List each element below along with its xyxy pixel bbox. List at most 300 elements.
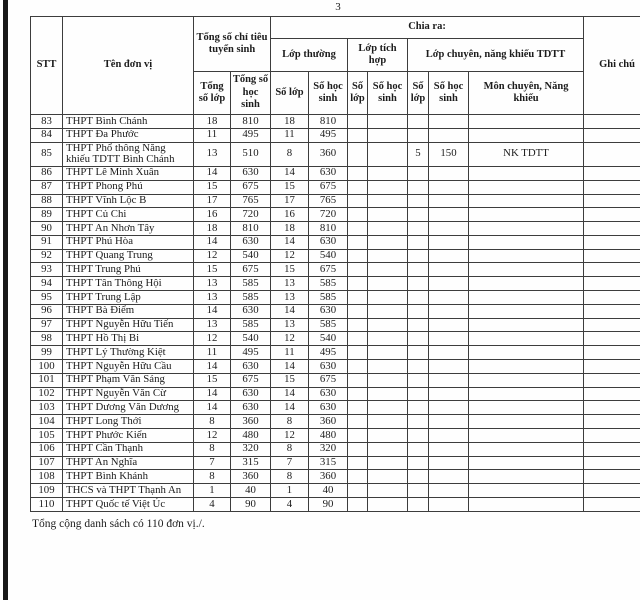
scan-edge-artifact	[3, 0, 8, 600]
cell-thuong-so-lop: 8	[271, 142, 309, 166]
cell-chuyen-so-lop	[408, 249, 429, 263]
cell-ghi-chu	[584, 498, 640, 512]
cell-tong-so-hoc-sinh: 540	[231, 249, 271, 263]
table-row	[31, 166, 640, 180]
cell-thuong-so-lop: 13	[271, 291, 309, 305]
cell-tichhop-so-hoc-sinh	[368, 277, 408, 291]
cell-tong-so-hoc-sinh: 630	[231, 235, 271, 249]
cell-tong-so-lop: 1	[194, 484, 231, 498]
cell-thuong-so-hoc-sinh: 630	[309, 235, 348, 249]
cell-tichhop-so-lop	[348, 470, 368, 484]
cell-chuyen-so-hoc-sinh	[429, 360, 469, 374]
cell-ghi-chu	[584, 429, 640, 443]
cell-tong-so-lop: 12	[194, 332, 231, 346]
cell-thuong-so-lop: 15	[271, 180, 309, 194]
cell-ghi-chu	[584, 222, 640, 236]
cell-stt: 95	[31, 291, 63, 305]
cell-ghi-chu	[584, 304, 640, 318]
col-header-chia-ra: Chia ra:	[271, 17, 584, 39]
cell-tichhop-so-hoc-sinh	[368, 263, 408, 277]
cell-chuyen-so-lop	[408, 128, 429, 142]
cell-thuong-so-hoc-sinh: 630	[309, 401, 348, 415]
group-header-lop-chuyen: Lớp chuyên, năng khiếu TDTT	[408, 39, 584, 72]
cell-mon-chuyen	[469, 332, 584, 346]
cell-thuong-so-lop: 14	[271, 235, 309, 249]
cell-chuyen-so-hoc-sinh	[429, 180, 469, 194]
cell-mon-chuyen	[469, 235, 584, 249]
cell-thuong-so-hoc-sinh: 630	[309, 304, 348, 318]
cell-tong-so-lop: 17	[194, 194, 231, 208]
cell-tichhop-so-lop	[348, 142, 368, 166]
table-row	[31, 360, 640, 374]
cell-mon-chuyen	[469, 222, 584, 236]
cell-tong-so-lop: 14	[194, 387, 231, 401]
cell-tong-so-lop: 15	[194, 263, 231, 277]
cell-tichhop-so-lop	[348, 277, 368, 291]
cell-tong-so-lop: 18	[194, 222, 231, 236]
col-header-chuyen-so-lop: Số lớp	[408, 72, 429, 115]
cell-tichhop-so-hoc-sinh	[368, 498, 408, 512]
cell-ten-don-vi: THPT Nguyễn Hữu Cầu	[63, 360, 194, 374]
cell-mon-chuyen	[469, 166, 584, 180]
cell-ghi-chu	[584, 373, 640, 387]
col-header-ten-don-vi: Tên đơn vị	[63, 17, 194, 115]
cell-tichhop-so-lop	[348, 304, 368, 318]
cell-ten-don-vi: THPT Quốc tế Việt Úc	[63, 498, 194, 512]
cell-chuyen-so-hoc-sinh	[429, 263, 469, 277]
cell-tichhop-so-hoc-sinh	[368, 332, 408, 346]
cell-ten-don-vi: THPT An Nhơn Tây	[63, 222, 194, 236]
cell-chuyen-so-lop	[408, 235, 429, 249]
cell-tichhop-so-lop	[348, 263, 368, 277]
cell-thuong-so-lop: 17	[271, 194, 309, 208]
cell-thuong-so-hoc-sinh: 495	[309, 128, 348, 142]
col-header-tong-so-hoc-sinh: Tổng số học sinh	[231, 72, 271, 115]
cell-ten-don-vi: THPT Phước Kiển	[63, 429, 194, 443]
cell-chuyen-so-hoc-sinh	[429, 249, 469, 263]
table-row	[31, 318, 640, 332]
col-header-chuyen-so-hoc-sinh: Số học sinh	[429, 72, 469, 115]
table-row	[31, 291, 640, 305]
cell-thuong-so-lop: 18	[271, 115, 309, 129]
cell-chuyen-so-hoc-sinh	[429, 304, 469, 318]
cell-ten-don-vi: THPT Vĩnh Lộc B	[63, 194, 194, 208]
cell-mon-chuyen	[469, 115, 584, 129]
col-header-tong-so-lop: Tổng số lớp	[194, 72, 231, 115]
table-row	[31, 429, 640, 443]
table-header	[31, 17, 640, 115]
cell-stt: 96	[31, 304, 63, 318]
cell-tichhop-so-hoc-sinh	[368, 142, 408, 166]
cell-thuong-so-hoc-sinh: 40	[309, 484, 348, 498]
cell-thuong-so-lop: 4	[271, 498, 309, 512]
cell-stt: 84	[31, 128, 63, 142]
total-summary: Tổng cộng danh sách có 110 đơn vị./.	[32, 518, 205, 530]
cell-stt: 105	[31, 429, 63, 443]
cell-chuyen-so-lop	[408, 360, 429, 374]
cell-chuyen-so-lop	[408, 166, 429, 180]
cell-stt: 100	[31, 360, 63, 374]
cell-tong-so-lop: 7	[194, 456, 231, 470]
cell-tong-so-hoc-sinh: 360	[231, 415, 271, 429]
cell-thuong-so-hoc-sinh: 480	[309, 429, 348, 443]
cell-mon-chuyen	[469, 484, 584, 498]
cell-thuong-so-hoc-sinh: 360	[309, 415, 348, 429]
cell-thuong-so-hoc-sinh: 630	[309, 166, 348, 180]
cell-thuong-so-hoc-sinh: 90	[309, 498, 348, 512]
cell-chuyen-so-lop	[408, 115, 429, 129]
table-row	[31, 180, 640, 194]
cell-tichhop-so-hoc-sinh	[368, 387, 408, 401]
cell-ten-don-vi: THPT Phạm Văn Sáng	[63, 373, 194, 387]
cell-tichhop-so-lop	[348, 128, 368, 142]
cell-tichhop-so-lop	[348, 401, 368, 415]
cell-tong-so-lop: 18	[194, 115, 231, 129]
cell-mon-chuyen	[469, 401, 584, 415]
cell-thuong-so-lop: 14	[271, 401, 309, 415]
cell-stt: 89	[31, 208, 63, 222]
cell-chuyen-so-lop	[408, 401, 429, 415]
cell-chuyen-so-hoc-sinh	[429, 235, 469, 249]
cell-ghi-chu	[584, 484, 640, 498]
cell-ten-don-vi: THPT Phổ thông Năng khiếu TDTT Bình Chánh	[63, 142, 194, 166]
cell-tong-so-hoc-sinh: 495	[231, 346, 271, 360]
cell-ten-don-vi: THPT Tân Thông Hội	[63, 277, 194, 291]
cell-thuong-so-hoc-sinh: 585	[309, 277, 348, 291]
cell-tong-so-lop: 8	[194, 442, 231, 456]
cell-thuong-so-hoc-sinh: 675	[309, 263, 348, 277]
cell-thuong-so-lop: 13	[271, 277, 309, 291]
cell-thuong-so-lop: 15	[271, 373, 309, 387]
table-row	[31, 332, 640, 346]
cell-thuong-so-hoc-sinh: 540	[309, 249, 348, 263]
cell-tong-so-hoc-sinh: 495	[231, 128, 271, 142]
col-header-ghi-chu: Ghi chú	[584, 17, 640, 115]
cell-ten-don-vi: THPT An Nghĩa	[63, 456, 194, 470]
cell-ghi-chu	[584, 442, 640, 456]
cell-tong-so-hoc-sinh: 675	[231, 373, 271, 387]
cell-thuong-so-lop: 13	[271, 318, 309, 332]
cell-tichhop-so-lop	[348, 484, 368, 498]
cell-tong-so-hoc-sinh: 315	[231, 456, 271, 470]
cell-thuong-so-lop: 14	[271, 304, 309, 318]
cell-thuong-so-hoc-sinh: 630	[309, 387, 348, 401]
cell-ghi-chu	[584, 180, 640, 194]
cell-chuyen-so-lop	[408, 484, 429, 498]
cell-ten-don-vi: THPT Đa Phước	[63, 128, 194, 142]
cell-stt: 108	[31, 470, 63, 484]
cell-ten-don-vi: THPT Long Thới	[63, 415, 194, 429]
cell-chuyen-so-hoc-sinh	[429, 442, 469, 456]
cell-ghi-chu	[584, 194, 640, 208]
table-row	[31, 415, 640, 429]
cell-ghi-chu	[584, 208, 640, 222]
cell-tichhop-so-lop	[348, 291, 368, 305]
cell-ghi-chu	[584, 456, 640, 470]
cell-tong-so-lop: 14	[194, 401, 231, 415]
cell-chuyen-so-lop	[408, 346, 429, 360]
cell-thuong-so-hoc-sinh: 315	[309, 456, 348, 470]
cell-tichhop-so-hoc-sinh	[368, 208, 408, 222]
cell-thuong-so-lop: 11	[271, 128, 309, 142]
cell-tong-so-lop: 14	[194, 304, 231, 318]
cell-chuyen-so-lop	[408, 277, 429, 291]
cell-thuong-so-lop: 14	[271, 387, 309, 401]
cell-chuyen-so-lop	[408, 194, 429, 208]
cell-thuong-so-lop: 12	[271, 249, 309, 263]
cell-mon-chuyen	[469, 360, 584, 374]
cell-chuyen-so-lop	[408, 318, 429, 332]
cell-ten-don-vi: THPT Nguyễn Văn Cừ	[63, 387, 194, 401]
cell-chuyen-so-lop	[408, 456, 429, 470]
cell-mon-chuyen: NK TDTT	[469, 142, 584, 166]
cell-tichhop-so-hoc-sinh	[368, 222, 408, 236]
cell-tong-so-hoc-sinh: 360	[231, 470, 271, 484]
cell-tichhop-so-lop	[348, 194, 368, 208]
cell-mon-chuyen	[469, 291, 584, 305]
cell-chuyen-so-hoc-sinh	[429, 346, 469, 360]
cell-chuyen-so-lop	[408, 180, 429, 194]
cell-tong-so-lop: 14	[194, 360, 231, 374]
cell-chuyen-so-lop	[408, 470, 429, 484]
cell-tichhop-so-lop	[348, 222, 368, 236]
cell-tong-so-hoc-sinh: 630	[231, 387, 271, 401]
group-header-lop-thuong: Lớp thường	[271, 39, 348, 72]
cell-thuong-so-hoc-sinh: 675	[309, 373, 348, 387]
cell-ghi-chu	[584, 115, 640, 129]
cell-ghi-chu	[584, 249, 640, 263]
cell-ghi-chu	[584, 263, 640, 277]
cell-tichhop-so-hoc-sinh	[368, 304, 408, 318]
cell-ten-don-vi: THPT Lý Thường Kiệt	[63, 346, 194, 360]
cell-chuyen-so-hoc-sinh	[429, 429, 469, 443]
cell-ten-don-vi: THPT Cần Thạnh	[63, 442, 194, 456]
table-row	[31, 401, 640, 415]
cell-tong-so-hoc-sinh: 585	[231, 277, 271, 291]
cell-ten-don-vi: THPT Trung Phú	[63, 263, 194, 277]
table-row	[31, 470, 640, 484]
cell-tichhop-so-lop	[348, 180, 368, 194]
cell-chuyen-so-hoc-sinh	[429, 277, 469, 291]
table-row	[31, 222, 640, 236]
cell-ghi-chu	[584, 235, 640, 249]
table-row	[31, 484, 640, 498]
table-row	[31, 249, 640, 263]
cell-chuyen-so-hoc-sinh	[429, 128, 469, 142]
cell-thuong-so-lop: 15	[271, 263, 309, 277]
cell-thuong-so-lop: 14	[271, 360, 309, 374]
cell-chuyen-so-hoc-sinh	[429, 291, 469, 305]
cell-chuyen-so-lop	[408, 442, 429, 456]
group-header-lop-tich-hop: Lớp tích hợp	[348, 39, 408, 72]
cell-thuong-so-hoc-sinh: 360	[309, 470, 348, 484]
cell-chuyen-so-hoc-sinh	[429, 222, 469, 236]
cell-thuong-so-hoc-sinh: 810	[309, 115, 348, 129]
table-row	[31, 208, 640, 222]
table-row	[31, 142, 640, 166]
col-header-mon-chuyen: Môn chuyên, Năng khiếu	[469, 72, 584, 115]
cell-ghi-chu	[584, 387, 640, 401]
cell-thuong-so-lop: 12	[271, 332, 309, 346]
cell-thuong-so-lop: 14	[271, 166, 309, 180]
cell-mon-chuyen	[469, 346, 584, 360]
cell-ten-don-vi: THPT Hồ Thị Bi	[63, 332, 194, 346]
cell-thuong-so-hoc-sinh: 720	[309, 208, 348, 222]
cell-tong-so-hoc-sinh: 630	[231, 166, 271, 180]
cell-ghi-chu	[584, 291, 640, 305]
cell-tong-so-hoc-sinh: 510	[231, 142, 271, 166]
cell-tichhop-so-lop	[348, 387, 368, 401]
cell-thuong-so-hoc-sinh: 540	[309, 332, 348, 346]
cell-chuyen-so-lop	[408, 332, 429, 346]
cell-tichhop-so-lop	[348, 166, 368, 180]
cell-chuyen-so-lop	[408, 291, 429, 305]
cell-mon-chuyen	[469, 318, 584, 332]
cell-mon-chuyen	[469, 263, 584, 277]
cell-stt: 98	[31, 332, 63, 346]
cell-thuong-so-hoc-sinh: 495	[309, 346, 348, 360]
table-row	[31, 194, 640, 208]
cell-tong-so-hoc-sinh: 675	[231, 180, 271, 194]
cell-mon-chuyen	[469, 277, 584, 291]
cell-thuong-so-lop: 18	[271, 222, 309, 236]
cell-chuyen-so-hoc-sinh	[429, 194, 469, 208]
table-row	[31, 115, 640, 129]
cell-chuyen-so-lop	[408, 208, 429, 222]
cell-mon-chuyen	[469, 429, 584, 443]
cell-mon-chuyen	[469, 456, 584, 470]
cell-thuong-so-lop: 8	[271, 442, 309, 456]
col-header-tong-so-chi-tieu: Tổng số chỉ tiêu tuyển sinh	[194, 17, 271, 72]
cell-tichhop-so-lop	[348, 498, 368, 512]
cell-ten-don-vi: THPT Lê Minh Xuân	[63, 166, 194, 180]
cell-tong-so-hoc-sinh: 810	[231, 115, 271, 129]
cell-ghi-chu	[584, 128, 640, 142]
cell-ten-don-vi: THCS và THPT Thạnh An	[63, 484, 194, 498]
col-header-tichhop-so-hoc-sinh: Số học sinh	[368, 72, 408, 115]
cell-mon-chuyen	[469, 180, 584, 194]
col-header-stt: STT	[31, 17, 63, 115]
cell-tichhop-so-hoc-sinh	[368, 373, 408, 387]
cell-tong-so-hoc-sinh: 540	[231, 332, 271, 346]
cell-mon-chuyen	[469, 128, 584, 142]
cell-tichhop-so-hoc-sinh	[368, 456, 408, 470]
cell-stt: 107	[31, 456, 63, 470]
cell-chuyen-so-lop: 5	[408, 142, 429, 166]
cell-ten-don-vi: THPT Nguyễn Hữu Tiến	[63, 318, 194, 332]
cell-stt: 85	[31, 142, 63, 166]
cell-tichhop-so-hoc-sinh	[368, 346, 408, 360]
cell-thuong-so-lop: 8	[271, 470, 309, 484]
cell-chuyen-so-hoc-sinh	[429, 373, 469, 387]
cell-tong-so-hoc-sinh: 480	[231, 429, 271, 443]
cell-tichhop-so-hoc-sinh	[368, 194, 408, 208]
cell-ghi-chu	[584, 415, 640, 429]
cell-stt: 86	[31, 166, 63, 180]
table-row	[31, 346, 640, 360]
cell-tong-so-lop: 16	[194, 208, 231, 222]
cell-chuyen-so-hoc-sinh	[429, 387, 469, 401]
cell-chuyen-so-hoc-sinh	[429, 318, 469, 332]
cell-tichhop-so-lop	[348, 456, 368, 470]
table-row	[31, 235, 640, 249]
cell-tichhop-so-hoc-sinh	[368, 318, 408, 332]
cell-ghi-chu	[584, 277, 640, 291]
cell-thuong-so-hoc-sinh: 360	[309, 142, 348, 166]
cell-tong-so-hoc-sinh: 40	[231, 484, 271, 498]
cell-chuyen-so-hoc-sinh	[429, 470, 469, 484]
cell-tichhop-so-hoc-sinh	[368, 115, 408, 129]
cell-stt: 101	[31, 373, 63, 387]
cell-tichhop-so-lop	[348, 115, 368, 129]
table-row	[31, 373, 640, 387]
cell-tong-so-hoc-sinh: 810	[231, 222, 271, 236]
cell-tong-so-lop: 14	[194, 235, 231, 249]
cell-chuyen-so-hoc-sinh	[429, 332, 469, 346]
cell-tichhop-so-lop	[348, 249, 368, 263]
enrollment-quota-table	[30, 16, 640, 512]
table-row	[31, 442, 640, 456]
col-header-tichhop-so-lop: Số lớp	[348, 72, 368, 115]
cell-tichhop-so-hoc-sinh	[368, 415, 408, 429]
cell-stt: 104	[31, 415, 63, 429]
cell-ten-don-vi: THPT Củ Chi	[63, 208, 194, 222]
cell-tong-so-lop: 8	[194, 470, 231, 484]
cell-ten-don-vi: THPT Trung Lập	[63, 291, 194, 305]
cell-tong-so-hoc-sinh: 585	[231, 291, 271, 305]
cell-tong-so-hoc-sinh: 630	[231, 304, 271, 318]
cell-tichhop-so-lop	[348, 442, 368, 456]
cell-stt: 83	[31, 115, 63, 129]
cell-stt: 90	[31, 222, 63, 236]
cell-tong-so-lop: 8	[194, 415, 231, 429]
cell-tong-so-lop: 4	[194, 498, 231, 512]
cell-tichhop-so-lop	[348, 318, 368, 332]
cell-chuyen-so-hoc-sinh: 150	[429, 142, 469, 166]
col-header-thuong-so-lop: Số lớp	[271, 72, 309, 115]
cell-stt: 109	[31, 484, 63, 498]
cell-stt: 91	[31, 235, 63, 249]
cell-thuong-so-hoc-sinh: 320	[309, 442, 348, 456]
cell-tichhop-so-lop	[348, 360, 368, 374]
cell-tichhop-so-lop	[348, 208, 368, 222]
cell-tichhop-so-hoc-sinh	[368, 484, 408, 498]
cell-tong-so-lop: 15	[194, 180, 231, 194]
cell-tong-so-lop: 13	[194, 291, 231, 305]
cell-stt: 106	[31, 442, 63, 456]
cell-ghi-chu	[584, 346, 640, 360]
cell-mon-chuyen	[469, 373, 584, 387]
cell-ten-don-vi: THPT Phong Phú	[63, 180, 194, 194]
cell-ghi-chu	[584, 360, 640, 374]
cell-mon-chuyen	[469, 208, 584, 222]
cell-tong-so-lop: 15	[194, 373, 231, 387]
cell-tichhop-so-hoc-sinh	[368, 235, 408, 249]
cell-tong-so-hoc-sinh: 630	[231, 401, 271, 415]
col-header-thuong-so-hoc-sinh: Số học sinh	[309, 72, 348, 115]
cell-mon-chuyen	[469, 194, 584, 208]
cell-tichhop-so-hoc-sinh	[368, 360, 408, 374]
cell-ten-don-vi: THPT Bình Khánh	[63, 470, 194, 484]
cell-chuyen-so-hoc-sinh	[429, 115, 469, 129]
cell-thuong-so-lop: 12	[271, 429, 309, 443]
cell-chuyen-so-lop	[408, 263, 429, 277]
cell-ghi-chu	[584, 142, 640, 166]
cell-chuyen-so-hoc-sinh	[429, 208, 469, 222]
cell-chuyen-so-lop	[408, 222, 429, 236]
cell-mon-chuyen	[469, 249, 584, 263]
table-row	[31, 277, 640, 291]
